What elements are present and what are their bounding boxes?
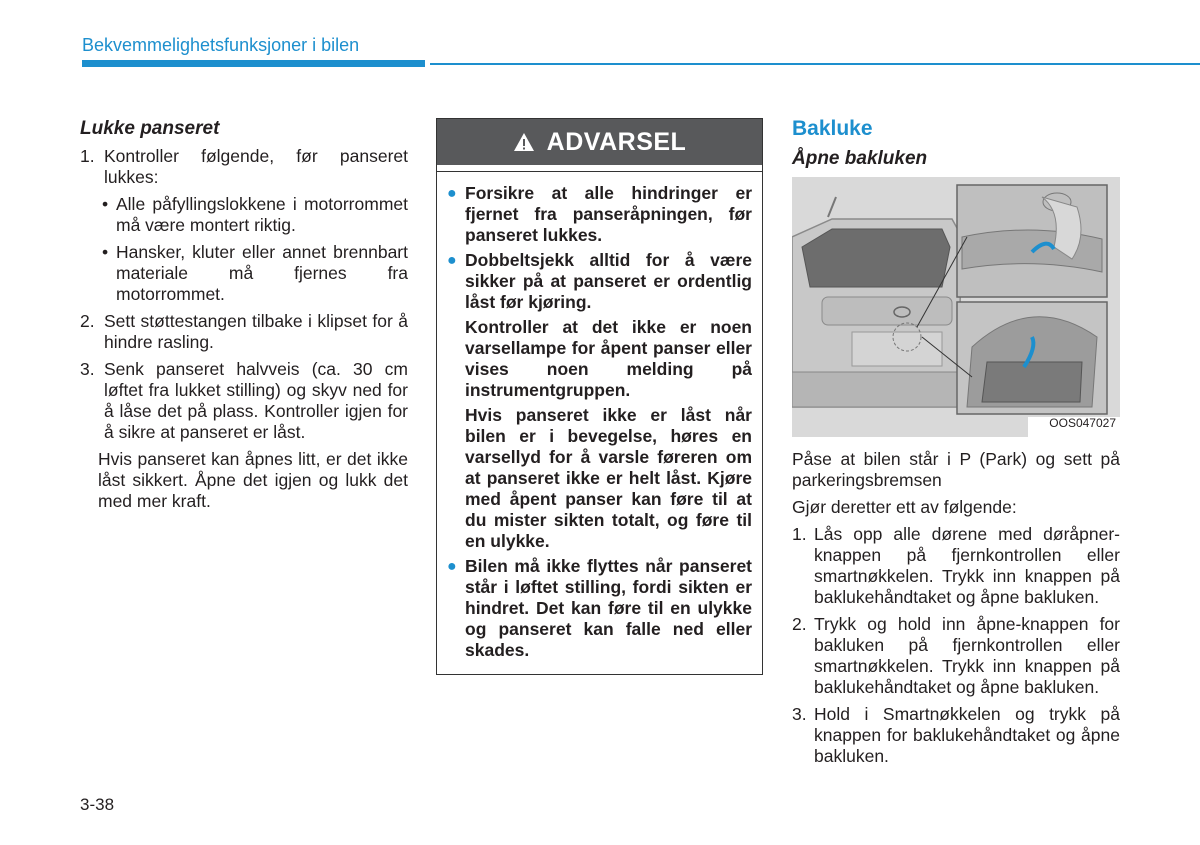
paragraph: Gjør deretter ett av følgende:: [792, 497, 1017, 517]
warning-item: [447, 250, 752, 313]
list-number: 1.: [792, 524, 807, 544]
list-item: [80, 146, 408, 188]
bullet-icon: ●: [447, 558, 457, 575]
list-item: [792, 704, 1120, 767]
tailgate-illustration: [792, 177, 1120, 437]
list-number: 3.: [792, 704, 807, 724]
list-text: Senk panseret halvveis (ca. 30 cm løftet fra lukket stilling) og skyv ned for å låse det på plass. Kontroller igjen for å sikre at panseret er låst.: [104, 359, 408, 442]
list-text: Hold i Smartnøkkelen og trykk på knappen for baklukehåndtaket og åpne bakluken.: [814, 704, 1120, 766]
list-item: [792, 614, 1120, 698]
list-text: Trykk og hold inn åpne-knappen for bakluken på fjernkontrollen eller smartnøkkelen. Trykk inn knappen på baklukehåndtaket og åpne bakluken.: [814, 614, 1120, 697]
car-rear-illustration: [792, 177, 1120, 437]
header-rule: [430, 63, 1200, 65]
page-number: 3-38: [80, 795, 115, 814]
bullet-text: Hansker, kluter eller annet brennbart materiale må fjernes fra motorrommet.: [116, 242, 408, 304]
header-title: Bekvemmelighetsfunksjoner i bilen: [82, 35, 360, 55]
list-item: [80, 311, 408, 353]
warning-title: ADVARSEL: [546, 127, 687, 156]
bullet-icon: •: [102, 242, 109, 262]
warning-paragraph: Hvis panseret ikke er låst når bilen er i bevegelse, høres en varsellyd for å varsle føreren om at panseret ikke er helt låst. Kjøre med åpent panser kan føre til at du mister sikten totalt, og føre til en ulykke.: [465, 405, 752, 551]
paragraph: Påse at bilen står i P (Park) og sett på parkeringsbremsen: [792, 449, 1120, 490]
bullet-icon: ●: [447, 252, 457, 269]
header-bar: [82, 60, 425, 67]
warning-text: Forsikre at alle hindringer er fjernet fra panseråpningen, før panseret lukkes.: [465, 183, 752, 245]
list-item: [792, 524, 1120, 608]
warning-header: [437, 119, 762, 165]
bullet-item: [102, 242, 408, 305]
warning-item: [447, 556, 752, 661]
subheading-apne-bakluken: Åpne bakluken: [792, 148, 928, 169]
bullet-icon: ●: [447, 185, 457, 202]
list-item: [80, 359, 408, 443]
list-text: Kontroller følgende, før panseret lukkes:: [104, 146, 408, 187]
bullet-icon: •: [102, 194, 109, 214]
warning-text: Dobbeltsjekk alltid for å være sikker på at panseret er ordentlig låst før kjøring.: [465, 250, 752, 312]
section-heading-bakluke: Bakluke: [792, 117, 873, 140]
bullet-text: Alle påfyllingslokkene i motorrommet må være montert riktig.: [116, 194, 408, 235]
list-number: 2.: [80, 311, 95, 331]
left-column: [80, 118, 408, 512]
right-column: [792, 118, 1120, 773]
list-text: Lås opp alle dørene med døråpner-knappen på fjernkontrollen eller smartnøkkelen. Trykk inn knappen på baklukehåndtaket og åpne bakluken.: [814, 524, 1120, 607]
list-text: Sett støttestangen tilbake i klipset for å hindre rasling.: [104, 311, 408, 352]
list-number: 3.: [80, 359, 95, 379]
warning-triangle-icon: [513, 132, 535, 152]
warning-box: [436, 118, 763, 675]
note-paragraph: Hvis panseret kan åpnes litt, er det ikke låst sikkert. Åpne det igjen og lukk det med mer kraft.: [98, 449, 408, 511]
section-heading-lukke: Lukke panseret: [80, 118, 220, 139]
bullet-item: [102, 194, 408, 236]
warning-item: [447, 183, 752, 246]
figure-code: OOS047027: [1049, 416, 1116, 430]
list-number: 1.: [80, 146, 95, 166]
list-number: 2.: [792, 614, 807, 634]
warning-text: Bilen må ikke flyttes når panseret står i løftet stilling, fordi sikten er hindret. Det kan føre til en ulykke og panseret kan falle ned eller skades.: [465, 556, 752, 660]
warning-paragraph: Kontroller at det ikke er noen varsellampe for åpent panser eller vises noen melding på instrumentgruppen.: [465, 317, 752, 400]
